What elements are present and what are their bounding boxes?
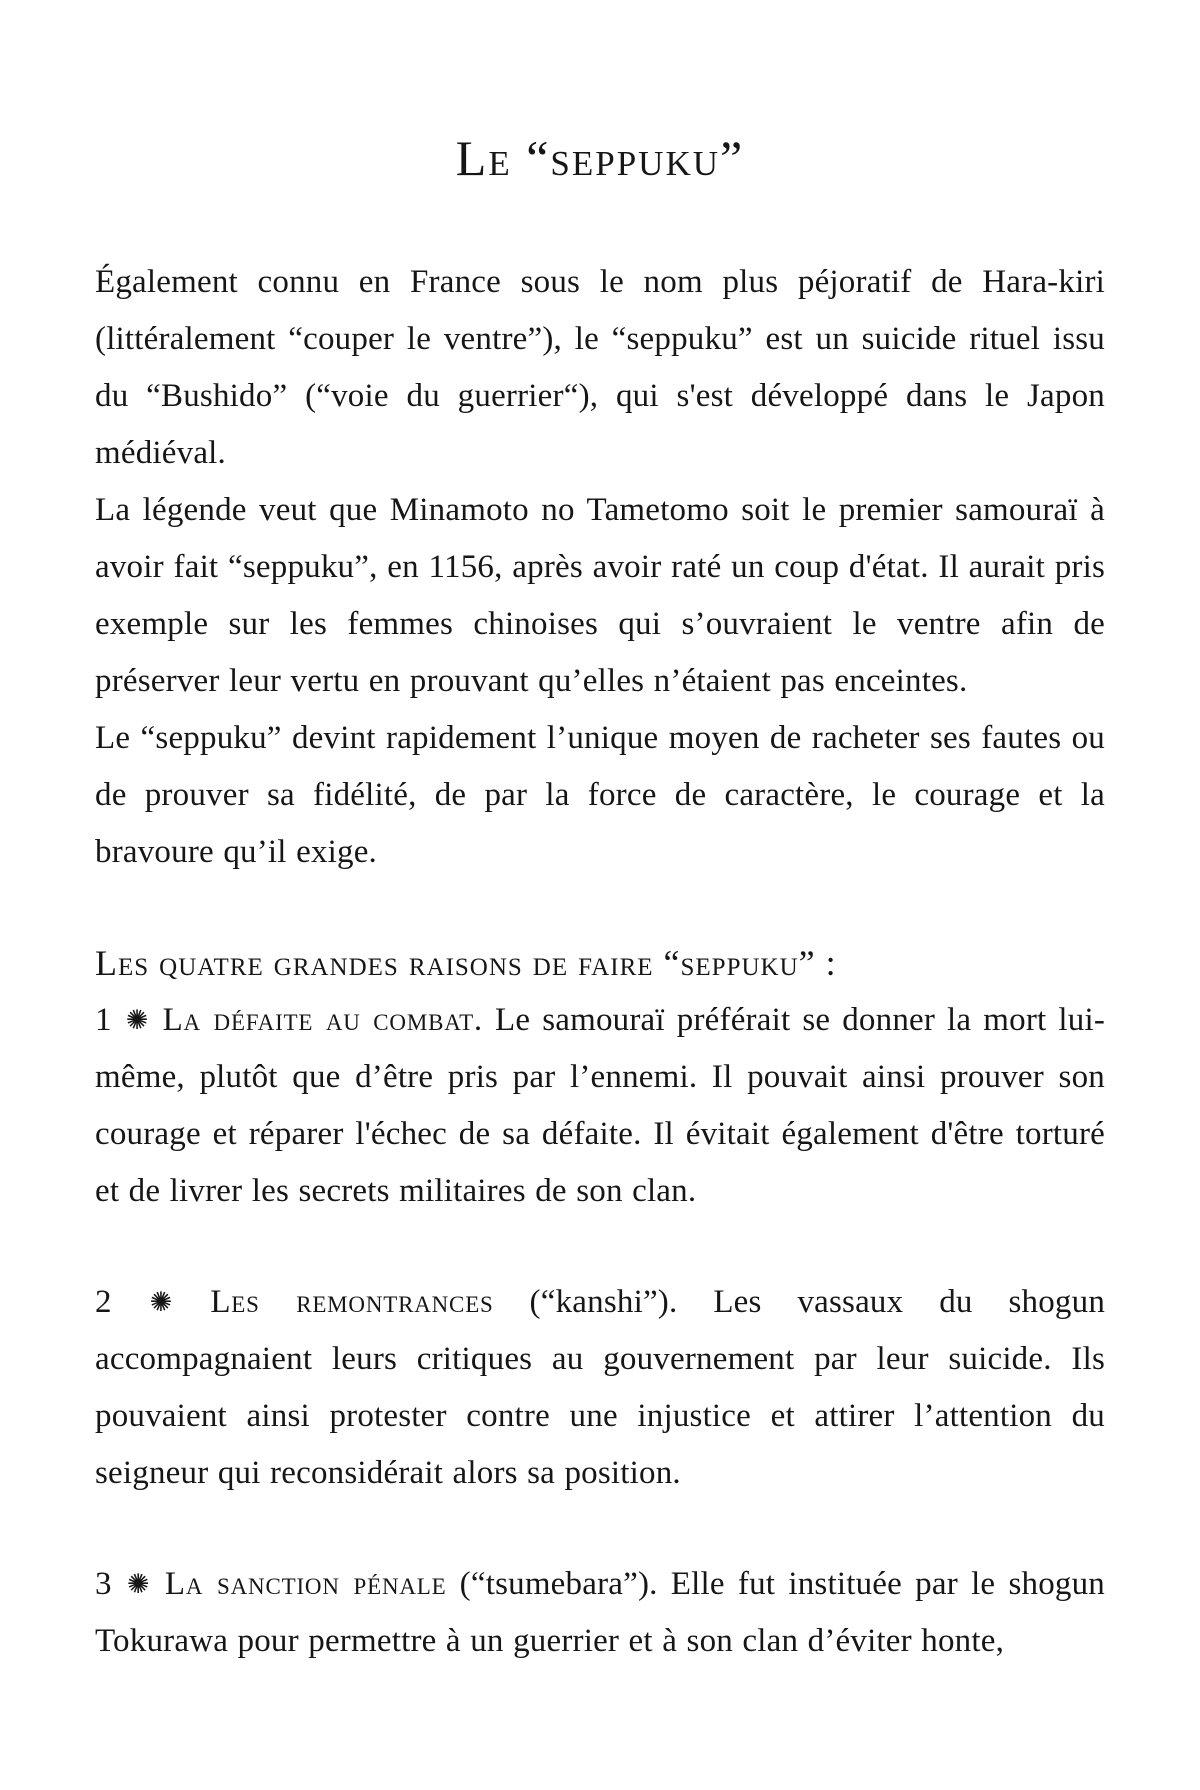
flower-ornament-icon: ✺ <box>125 1005 149 1036</box>
reason-text: Le samouraï préférait se donner la mort lui-même, plutôt que d’être pris par l’ennemi. Il pouvait ainsi prouver son courage et réparer l'échec de sa défaite. Il évitait également d'être torturé et de livrer les secrets militaires de son clan. <box>95 1002 1106 1209</box>
reason-term: (“kanshi”). <box>529 1284 678 1320</box>
reason-text: Elle fut instituée par le shogun Tokurawa pour permettre à un guerrier et à son clan d’éviter honte, <box>95 1566 1106 1659</box>
reason-text: Les vassaux du shogun accompagnaient leurs critiques au gouvernement par leur suicide. Ils pouvaient ainsi protester contre une injustice et attirer l’attention du seigneur qui reconsidérait alors sa position. <box>95 1284 1106 1491</box>
flower-ornament-icon: ✺ <box>149 1287 173 1318</box>
reason-item-2 <box>95 1274 1105 1502</box>
intro-paragraph-2: La légende veut que Minamoto no Tametomo soit le premier samouraï à avoir fait “seppuku”, en 1156, après avoir raté un coup d'état. Il aurait pris exemple sur les femmes chinoises qui s’ouvraient le ventre afin de préserver leur vertu en prouvant qu’elles n’étaient pas enceintes. <box>95 492 1105 699</box>
intro-section <box>95 254 1105 881</box>
reasons-list <box>95 992 1105 1670</box>
intro-paragraph-1: Également connu en France sous le nom plus péjoratif de Hara-kiri (littéralement “couper le ventre”), le “seppuku” est un suicide rituel issu du “Bushido” (“voie du guerrier“), qui s'est développé dans le Japon médiéval. <box>95 264 1105 471</box>
reason-number: 2 <box>95 1284 112 1320</box>
flower-ornament-icon: ✺ <box>126 1569 150 1600</box>
intro-paragraph-3: Le “seppuku” devint rapidement l’unique moyen de racheter ses fautes ou de prouver sa fidélité, de par la force de caractère, le courage et la bravoure qu’il exige. <box>95 720 1105 870</box>
reason-label: La sanction pénale <box>164 1566 447 1602</box>
reason-item-1 <box>95 992 1105 1220</box>
reason-label: La défaite au combat. <box>162 1002 483 1038</box>
reason-number: 1 <box>95 1002 112 1038</box>
page-title: Le “seppuku” <box>455 130 745 186</box>
reason-label: Les remontrances <box>210 1284 494 1320</box>
reason-number: 3 <box>95 1566 112 1602</box>
reason-term: (“tsumebara”). <box>459 1566 658 1602</box>
reason-item-3 <box>95 1556 1105 1670</box>
section-heading: Les quatre grandes raisons de faire “seppuku” : <box>95 943 837 983</box>
